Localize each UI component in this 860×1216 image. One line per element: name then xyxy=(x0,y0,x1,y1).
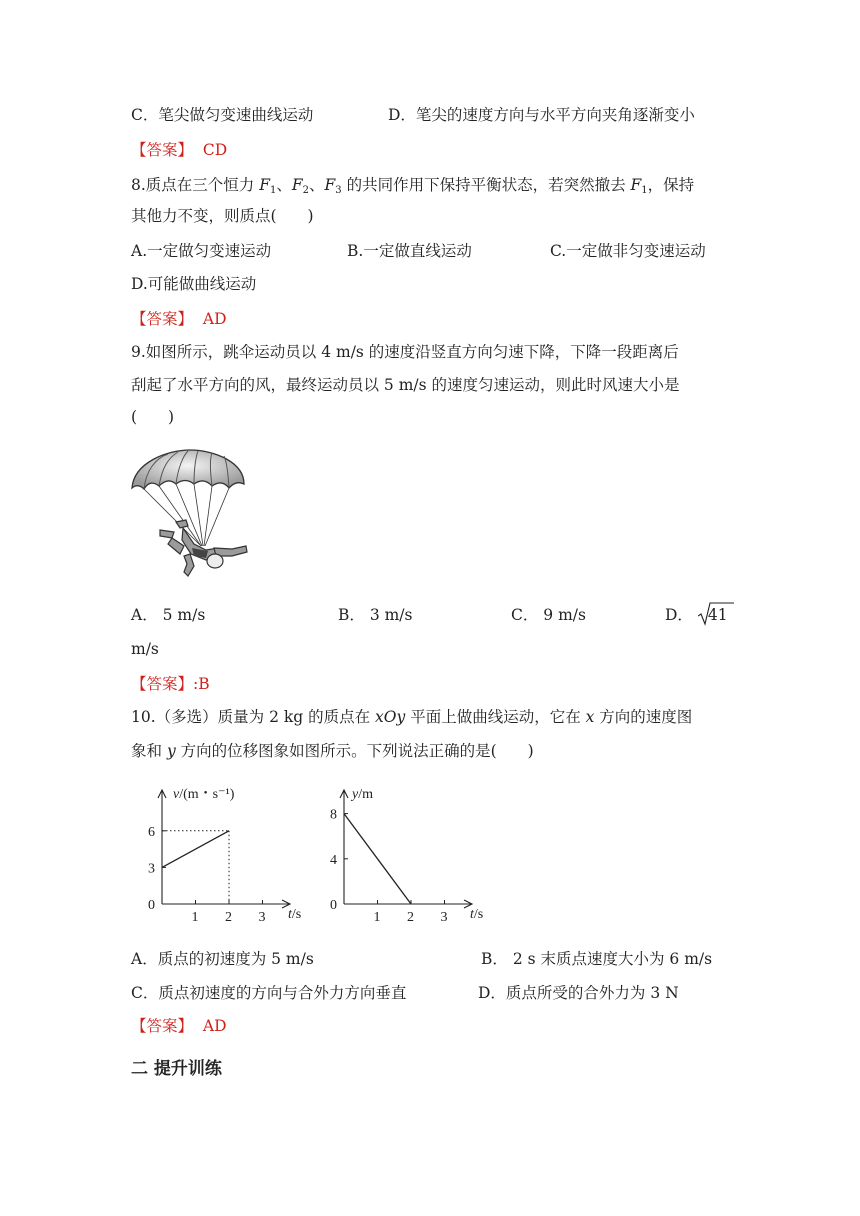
q8-option-a: A.一定做匀变速运动 xyxy=(131,242,272,260)
q10-option-b: B． 2 s 末质点速度大小为 6 m/s xyxy=(481,950,713,968)
q10-option-c: C．质点初速度的方向与合外力方向垂直 xyxy=(131,984,407,1002)
q10-option-d: D．质点所受的合外力为 3 N xyxy=(478,984,679,1002)
q10-option-a: A．质点的初速度为 5 m/s xyxy=(131,950,314,968)
chart1-x-tick-label: 3 xyxy=(258,910,266,925)
q8-answer: 【答案】 AD xyxy=(131,310,227,328)
q9-option-c: C． 9 m/s xyxy=(511,606,586,624)
chart1-series-line xyxy=(162,831,229,868)
velocity-time-chart xyxy=(140,778,310,928)
chart1-ylabel: v/(m・s⁻¹) xyxy=(173,787,235,802)
chart2-series-line xyxy=(344,814,411,904)
chart2-y-tick-label: 4 xyxy=(330,852,337,868)
q7-option-c: C．笔尖做匀变速曲线运动 xyxy=(131,106,314,124)
q8-option-b: B.一定做直线运动 xyxy=(347,242,472,260)
section-heading: 二 提升训练 xyxy=(131,1059,222,1079)
q10-answer: 【答案】 AD xyxy=(131,1017,227,1035)
q9-option-d: D． 41 xyxy=(665,604,728,626)
q9-option-d-unit: m/s xyxy=(131,640,159,658)
q9-stem-line3: ( ) xyxy=(131,408,175,426)
q8-option-c: C.一定做非匀变速运动 xyxy=(550,242,706,260)
chart1-origin-label: 0 xyxy=(148,898,155,913)
chart2-xlabel: t/s xyxy=(470,907,484,922)
parachutist-figure xyxy=(128,448,250,588)
chart2-origin-label: 0 xyxy=(330,898,337,913)
q9-stem-line2: 刮起了水平方向的风，最终运动员以 5 m/s 的速度匀速运动，则此时风速大小是 xyxy=(131,376,680,394)
chart2-y-tick-label: 8 xyxy=(330,807,337,823)
q8-stem-line2: 其他力不变，则质点( ) xyxy=(131,207,314,225)
q7-answer: 【答案】 CD xyxy=(131,141,228,159)
chart1-x-tick-label: 2 xyxy=(225,910,232,925)
chart2-x-tick-label: 2 xyxy=(407,910,414,925)
q10-stem-line2: 象和 y 方向的位移图象如图所示。下列说法正确的是( ) xyxy=(131,742,534,760)
chart1-x-tick-label: 1 xyxy=(191,910,199,925)
chart2-x-tick-label: 3 xyxy=(440,910,448,925)
q8-option-d: D.可能做曲线运动 xyxy=(131,275,257,293)
q10-stem-line1: 10.（多选）质量为 2 kg 的质点在 xOy 平面上做曲线运动，它在 x 方向的速度图 xyxy=(131,708,693,726)
chart1-y-tick-label: 3 xyxy=(148,861,155,877)
chart1-xlabel: t/s xyxy=(288,907,302,922)
q9-answer: 【答案】:B xyxy=(131,675,210,693)
chart2-x-tick-label: 1 xyxy=(373,910,381,925)
sqrt-icon: 41 xyxy=(698,604,728,626)
displacement-time-chart xyxy=(320,778,490,928)
chart1-y-tick-label: 6 xyxy=(148,824,155,840)
q9-stem-line1: 9.如图所示，跳伞运动员以 4 m/s 的速度沿竖直方向匀速下降，下降一段距离后 xyxy=(131,343,679,361)
q9-option-a: A． 5 m/s xyxy=(131,606,206,624)
q9-option-b: B． 3 m/s xyxy=(338,606,413,624)
chart2-ylabel: y/m xyxy=(352,787,373,802)
q7-option-d: D．笔尖的速度方向与水平方向夹角逐渐变小 xyxy=(388,106,695,124)
q8-stem-line1: 8.质点在三个恒力 $F_1$、$F_2$、$F_3$ 的共同作用下保持平衡状态，若突然撤去 $F_1$，保持 xyxy=(131,176,695,196)
